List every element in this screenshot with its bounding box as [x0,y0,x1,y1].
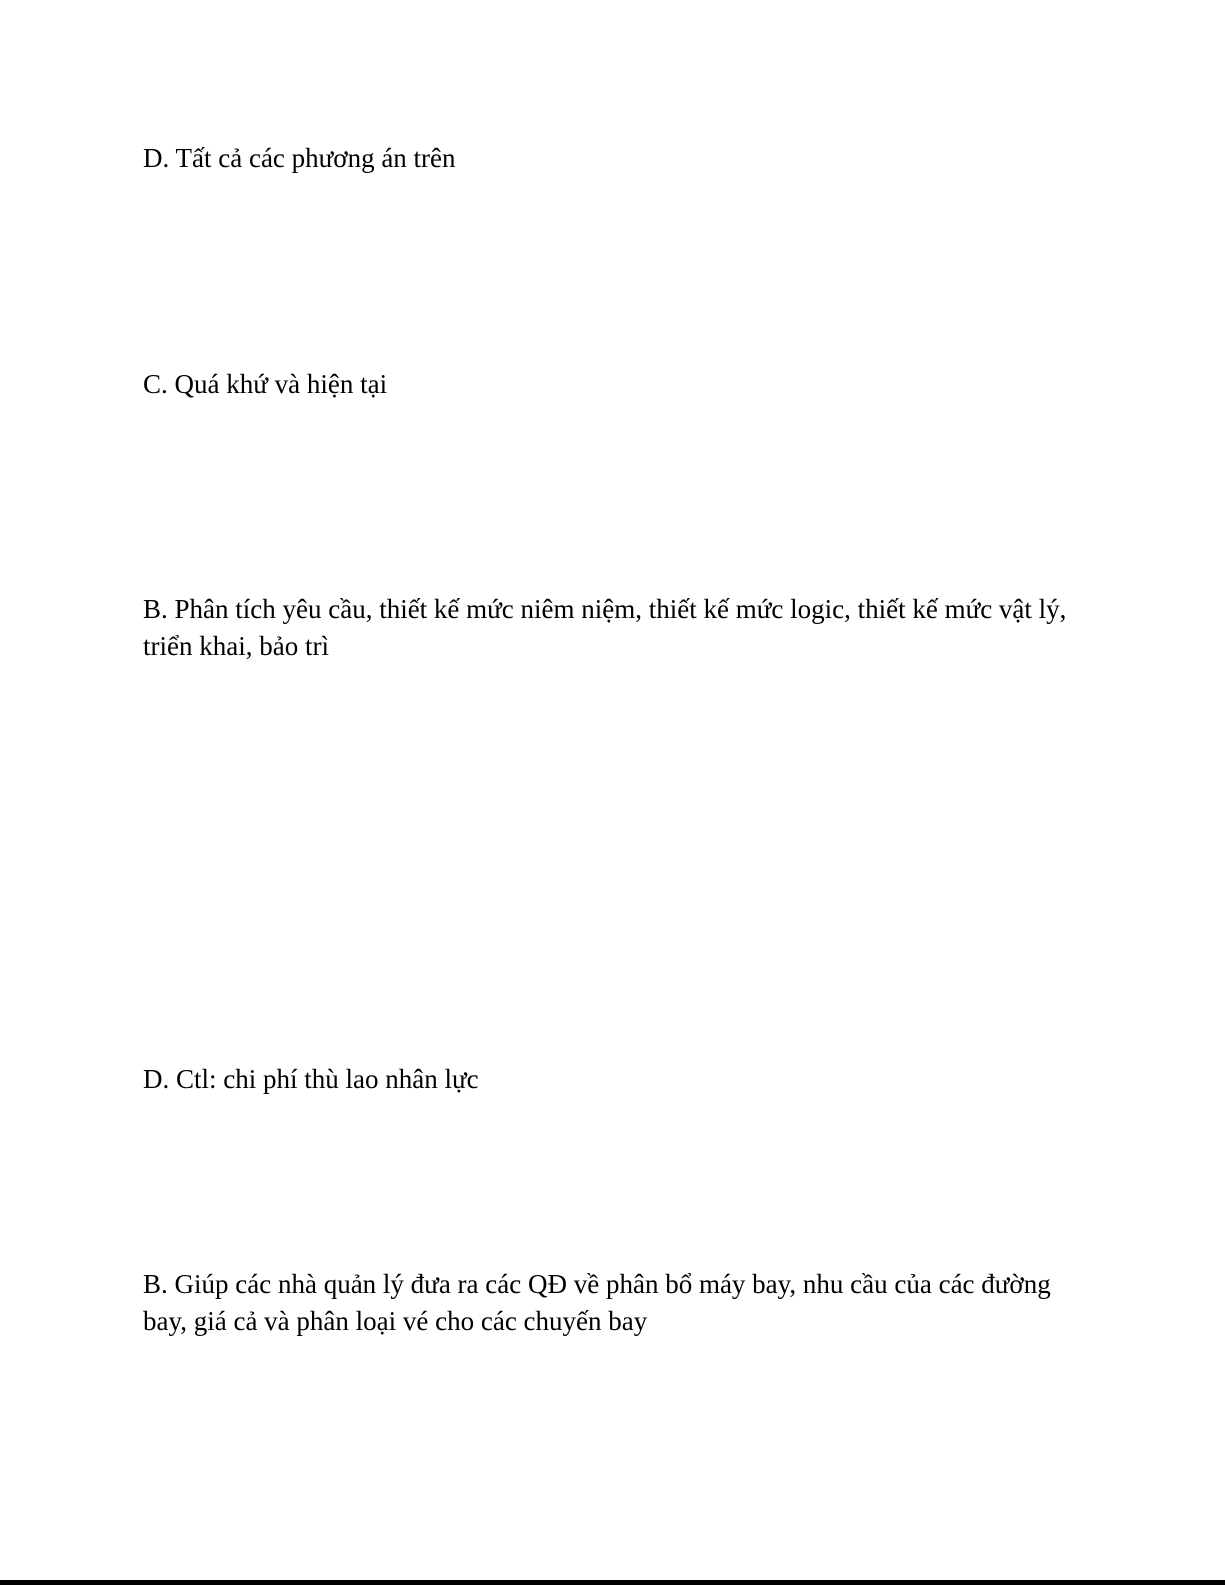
answer-option-5: B. Giúp các nhà quản lý đưa ra các QĐ về phân bổ máy bay, nhu cầu của các đường bay, giá cả và phân loại vé cho các chuyến bay [143,1269,1051,1336]
answer-option-1: D. Tất cả các phương án trên [143,143,456,173]
answer-option-2: C. Quá khứ và hiện tại [143,369,388,399]
page-bottom-border [0,1580,1225,1585]
answer-option-4: D. Ctl: chi phí thù lao nhân lực [143,1064,479,1094]
answer-option-3: B. Phân tích yêu cầu, thiết kế mức niêm niệm, thiết kế mức logic, thiết kế mức vật lý, triển khai, bảo trì [143,594,1067,661]
